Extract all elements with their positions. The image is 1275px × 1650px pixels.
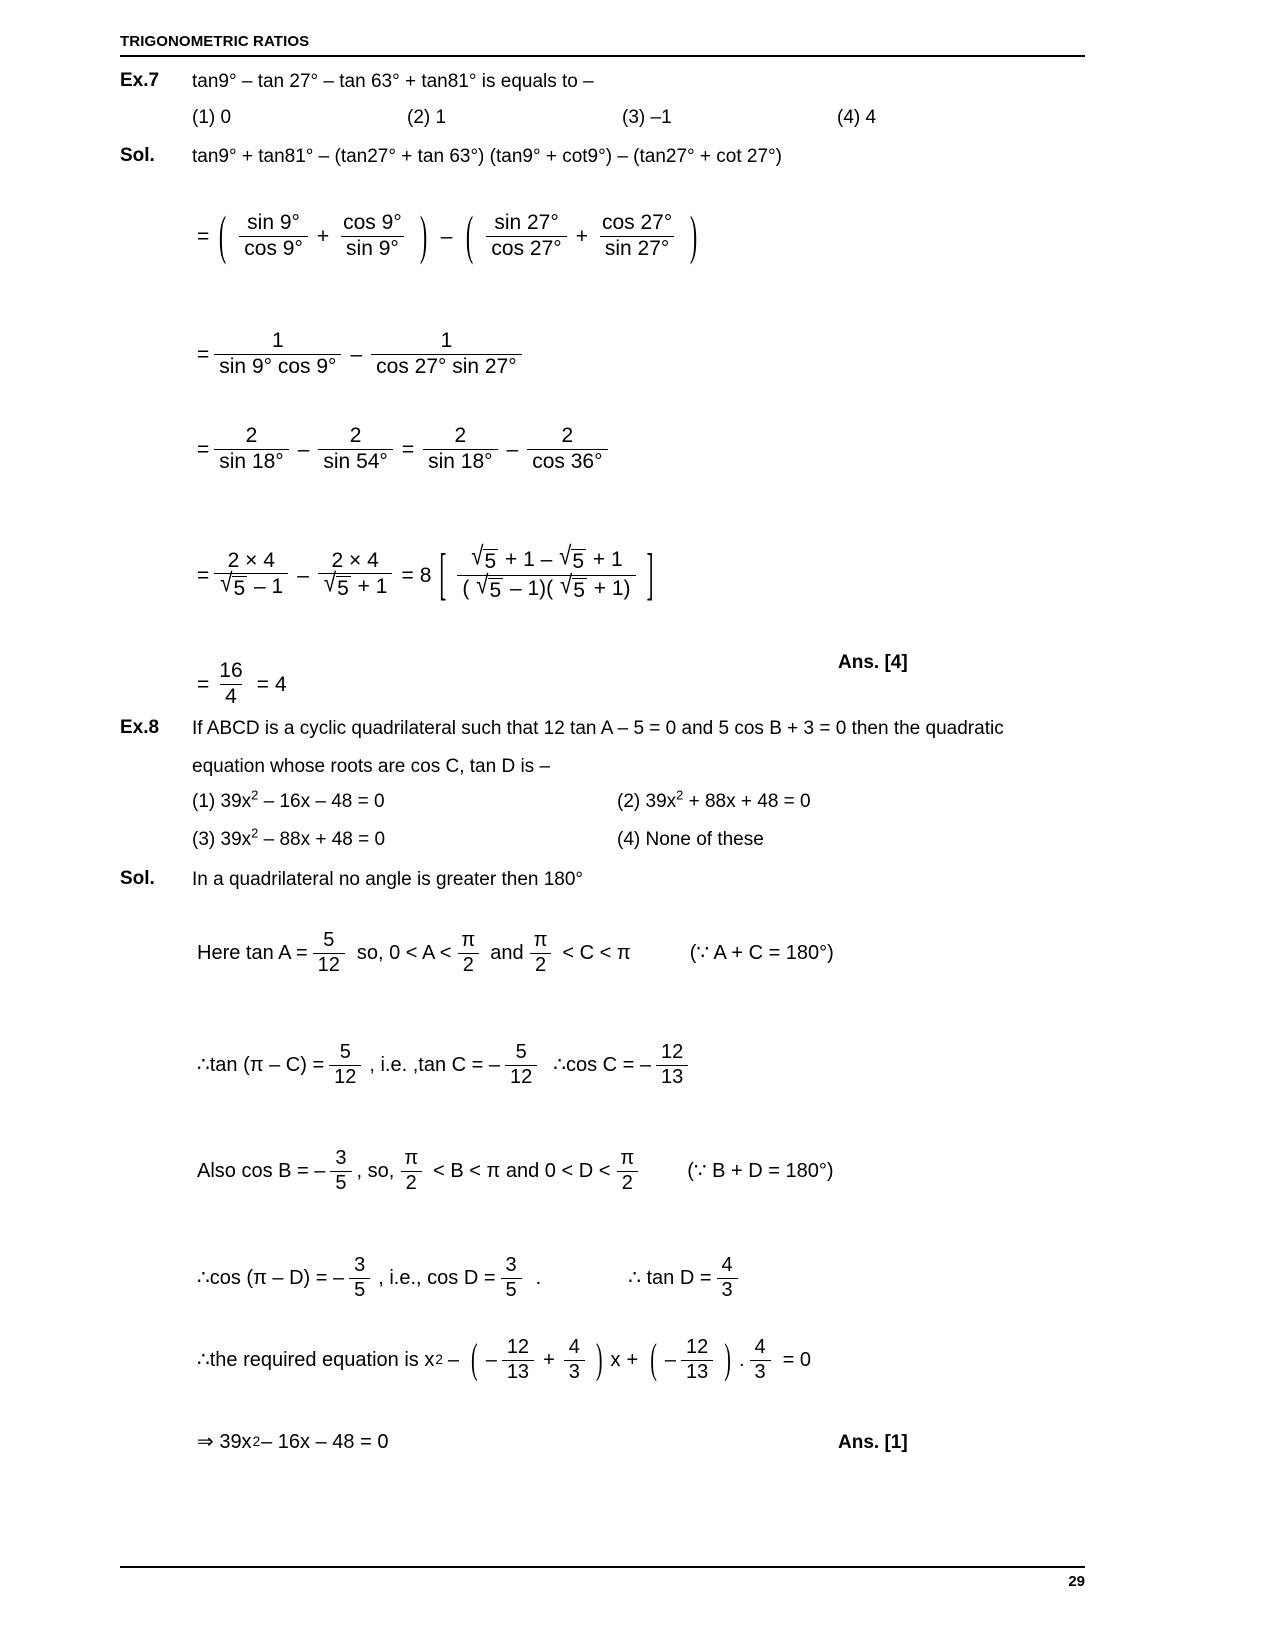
ex8-option-2[interactable] — [617, 787, 1042, 813]
sign-text: + 1 — [357, 575, 388, 599]
numerator: 2 — [245, 424, 258, 447]
paren-close-2: ) — [724, 1336, 731, 1384]
coefficient-8: 8 — [419, 563, 432, 587]
paren-close-1: ) — [595, 1336, 603, 1384]
radicand: 5 — [489, 578, 502, 602]
equals-sign-step3: = — [197, 437, 210, 461]
fraction-sin9-cos9 — [239, 212, 308, 260]
sqrt-icon — [476, 569, 503, 603]
denominator: 13 — [502, 1360, 534, 1384]
numerator: 12 — [506, 1336, 530, 1358]
ex7-question-row — [120, 68, 1080, 96]
denominator: 12 — [313, 953, 345, 977]
ex8-options-row2 — [192, 825, 1087, 851]
numerator: 2 × 4 — [227, 548, 275, 572]
denominator — [214, 568, 288, 601]
denominator: sin 27° — [600, 236, 674, 261]
ex8-question-row — [120, 715, 1100, 743]
inner-minus-1: – — [485, 1349, 497, 1372]
equals-sign-step1: = — [197, 224, 210, 248]
lead-text: ∴the required equation is x — [197, 1349, 435, 1372]
option-prefix: (4) None of these — [617, 829, 764, 850]
denominator: cos 27° sin 27° — [371, 354, 522, 379]
radical-symbol: √ — [471, 541, 484, 571]
fraction-bracket-body — [457, 541, 635, 602]
paren-open-2: ( — [650, 1336, 657, 1384]
mid-text-1: so, 0 < A < — [356, 942, 452, 965]
radical-symbol: √ — [559, 541, 572, 571]
denominator: cos 9° — [239, 236, 308, 261]
numerator: 5 — [515, 1041, 527, 1063]
fraction-2-sin18-a — [214, 425, 288, 473]
ex7-option-3[interactable]: (3) –1 — [622, 107, 672, 128]
numerator: 2 — [561, 424, 574, 447]
mid-text-3: ∴ tan D = — [628, 1267, 712, 1290]
minus-sign-1: – — [440, 224, 453, 248]
num-end-text: + 1 — [592, 548, 623, 571]
fraction-3-over-5-b — [501, 1255, 522, 1301]
ex7-step3 — [196, 425, 612, 473]
result-value: 4 — [274, 672, 287, 696]
radical-symbol: √ — [323, 568, 337, 598]
plus-sign-2: + — [575, 224, 588, 248]
denominator: 5 — [330, 1171, 351, 1195]
ex8-answer-badge: Ans. [1] — [838, 1432, 908, 1453]
ex7-question-text: tan9° – tan 27° – tan 63° + tan81° is equals to – — [192, 71, 594, 92]
ex8-final-line: ⇒ 39x 2 – 16x – 48 = 0 — [197, 1431, 389, 1453]
numerator: 1 — [272, 329, 284, 352]
numerator: 3 — [505, 1254, 517, 1276]
option-rest: + 88x + 48 = 0 — [683, 791, 811, 812]
denominator: 2 — [458, 953, 479, 977]
paren-open-2: ( — [466, 204, 474, 266]
minus-sign-step2: – — [350, 342, 363, 366]
option-exponent: 2 — [676, 787, 684, 803]
fraction-sin27-cos27 — [486, 212, 566, 260]
denominator: 2 — [401, 1171, 422, 1195]
lead-text: ∴tan (π – C) = — [197, 1054, 325, 1077]
equals-sign-step5: = — [197, 672, 210, 696]
plus-sign-outer: + — [626, 1349, 639, 1372]
lead-text: Also cos B = – — [197, 1160, 326, 1183]
sqrt-icon — [323, 568, 351, 601]
numerator: 3 — [354, 1254, 366, 1276]
numerator: 12 — [686, 1336, 709, 1358]
denominator: 3 — [564, 1360, 585, 1384]
numerator: sin 9° — [247, 211, 300, 234]
fraction-5-over-12-a — [329, 1042, 361, 1088]
ex8-line-required-equation: ∴the required equation is x 2 – ( – $\frac{12}{13}$ + $\frac{4}{3}$ ) x + ( – $\frac{12}{13}$ ) . $\frac{4}{3}$ = 0 — [197, 1336, 811, 1384]
numerator: 4 — [754, 1336, 766, 1358]
denominator: 3 — [750, 1360, 771, 1384]
denominator: 13 — [681, 1360, 713, 1384]
fraction-2x4-over-root5plus1 — [318, 550, 393, 601]
denominator: sin 18° — [214, 449, 288, 474]
radical-symbol: √ — [220, 568, 233, 598]
ex8-option-4[interactable] — [617, 829, 1042, 851]
minus-sign-step3-b: – — [506, 437, 519, 461]
option-prefix: (3) 39x — [192, 829, 252, 850]
ex8-solution-row — [120, 866, 1080, 894]
radical-symbol: √ — [560, 569, 573, 600]
denominator: 12 — [329, 1065, 361, 1089]
lead-text: ⇒ 39x — [197, 1431, 252, 1453]
numerator: 5 — [323, 929, 335, 951]
fraction-5-over-12 — [313, 930, 345, 976]
lead-text: ∴cos (π – D) = – — [197, 1267, 345, 1290]
minus-sign-step3-a: – — [297, 437, 310, 461]
numerator: 5 — [339, 1041, 351, 1063]
ex7-step4 — [196, 541, 661, 607]
equals-sign-step5-end: = — [256, 672, 269, 696]
paren-text: ( — [462, 576, 470, 600]
numerator: 16 — [219, 659, 243, 682]
denominator: 2 — [530, 953, 551, 977]
numerator: 2 — [454, 424, 467, 447]
ex7-options — [192, 107, 1087, 129]
ex8-question-line1: If ABCD is a cyclic quadrilateral such that 12 tan A – 5 = 0 and 5 cos B + 3 = 0 then the quadratic — [192, 718, 1004, 739]
option-rest: – 88x + 48 = 0 — [258, 829, 386, 850]
lead-text: Here tan A = — [197, 942, 308, 965]
ex7-option-1[interactable]: (1) 0 — [192, 107, 232, 128]
paren-open-1: ( — [471, 1336, 478, 1384]
fraction-2-cos36 — [527, 425, 607, 473]
radical-symbol: √ — [476, 569, 489, 600]
ex7-solution-text: tan9° + tan81° – (tan27° + tan 63°) (tan9° + cot9°) – (tan27° + cot 27°) — [192, 146, 782, 167]
denominator: sin 9° cos 9° — [214, 354, 341, 379]
inner-minus-2: – — [664, 1349, 677, 1372]
fraction-16-over-4 — [214, 660, 247, 708]
option-rest: – 16x – 48 = 0 — [258, 791, 385, 812]
inner-plus: + — [543, 1349, 555, 1372]
mid-text-2: . — [535, 1267, 542, 1290]
numerator: π — [620, 1147, 635, 1169]
header-divider — [120, 55, 1085, 57]
ex8-option-3[interactable] — [192, 825, 617, 851]
fraction-pi-over-2-b — [615, 1148, 639, 1194]
ex7-step2 — [196, 330, 526, 378]
equals-sign-step3-mid: = — [401, 437, 415, 461]
fraction-3-over-5 — [330, 1148, 351, 1194]
ex8-option-1[interactable] — [192, 787, 617, 813]
sqrt-icon — [220, 568, 247, 601]
den-end-text: + 1) — [593, 576, 631, 600]
fraction-pi-over-2-b — [529, 930, 553, 976]
sqrt-icon — [560, 569, 587, 603]
tail-text: = 0 — [782, 1349, 811, 1372]
minus-sign-step4: – — [297, 563, 309, 587]
ex8-line-cosB — [196, 1148, 835, 1194]
note-text-BD: (∵ B + D = 180°) — [687, 1160, 834, 1183]
ex8-label: Ex.8 — [120, 717, 160, 738]
ex7-sol-label: Sol. — [120, 145, 155, 166]
bracket-close: ] — [646, 541, 654, 607]
equals-sign-step2: = — [197, 342, 210, 366]
denominator — [318, 568, 393, 601]
fraction-4-over-3-a — [564, 1337, 585, 1383]
ex8-solution-text: In a quadrilateral no angle is greater then 180° — [192, 869, 584, 890]
option-prefix: (2) 39x — [617, 791, 677, 812]
page-number: 29 — [1068, 1573, 1085, 1590]
sign-text: – 1 — [254, 575, 284, 599]
fraction-one-over-cos27sin27 — [371, 330, 522, 378]
fraction-one-over-sin9cos9 — [214, 330, 341, 378]
denominator: 12 — [505, 1065, 537, 1089]
fraction-cos27-sin27 — [597, 212, 677, 260]
numerator — [465, 541, 627, 575]
numerator: cos 27° — [601, 211, 673, 234]
ex8-line-cosD — [196, 1255, 742, 1301]
radicand: 5 — [573, 578, 585, 602]
mid-text-2: and — [490, 942, 524, 965]
fraction-12-over-13-b — [681, 1337, 713, 1383]
denominator: sin 18° — [423, 449, 497, 474]
mid-text-1: , i.e., cos D = — [378, 1267, 496, 1290]
numerator: 4 — [568, 1336, 580, 1358]
numerator: π — [404, 1147, 419, 1169]
ex8-sol-label: Sol. — [120, 868, 155, 889]
variable-x: x — [610, 1349, 621, 1372]
paren-close-2: ) — [690, 204, 698, 266]
denominator: cos 27° — [486, 236, 566, 261]
page-header — [120, 34, 1085, 57]
fraction-12-over-13-a — [502, 1337, 534, 1383]
num-mid-text: + 1 – — [505, 548, 553, 571]
ex8-question-line2: equation whose roots are cos C, tan D is – — [192, 756, 551, 777]
numerator: π — [461, 929, 476, 951]
numerator: π — [533, 929, 548, 951]
denominator: 2 — [617, 1171, 638, 1195]
ex8-line-tanA — [196, 930, 835, 976]
ex8-line-tanC — [196, 1042, 692, 1088]
rest-text: – 16x – 48 = 0 — [261, 1431, 389, 1453]
ex7-option-2[interactable]: (2) 1 — [407, 107, 447, 128]
ex7-solution-row — [120, 143, 1080, 171]
ex7-label: Ex.7 — [120, 70, 160, 91]
header-title: TRIGONOMETRIC RATIOS — [120, 33, 310, 50]
numerator: 12 — [661, 1041, 684, 1063]
fraction-12-over-13 — [656, 1042, 688, 1088]
den-mid-text: – 1)( — [509, 576, 554, 600]
plus-sign-1: + — [316, 224, 330, 248]
equals-sign-step4-mid: = — [401, 563, 414, 587]
fraction-5-over-12-b — [505, 1042, 537, 1088]
numerator: sin 27° — [494, 211, 559, 234]
ex8-options-row1 — [192, 787, 1087, 813]
denominator: 13 — [656, 1065, 688, 1089]
denominator: sin 54° — [318, 449, 392, 474]
denominator: cos 36° — [527, 449, 607, 474]
denominator: 5 — [349, 1278, 370, 1302]
equals-sign-step4: = — [197, 563, 210, 587]
fraction-pi-over-2-a — [399, 1148, 423, 1194]
option-exponent: 2 — [251, 787, 259, 803]
fraction-4-over-3-b — [750, 1337, 771, 1383]
paren-close-1: ) — [419, 204, 427, 266]
numerator: 1 — [440, 329, 453, 352]
mid-text-2: ∴cos C = – — [553, 1054, 652, 1077]
numerator: 2 × 4 — [331, 548, 379, 572]
numerator: 2 — [349, 424, 362, 447]
ex7-answer-badge: Ans. [4] — [838, 652, 908, 673]
mid-text-1: , i.e. ,tan C = – — [369, 1054, 500, 1077]
ex7-option-4[interactable]: (4) 4 — [837, 107, 877, 128]
mid-text-2: < B < π and 0 < D < — [433, 1160, 611, 1183]
denominator: 5 — [501, 1278, 522, 1302]
denominator: 4 — [220, 684, 242, 709]
radicand: 5 — [337, 577, 349, 601]
ex7-step1 — [196, 204, 706, 266]
fraction-2-sin54 — [318, 425, 392, 473]
denominator: sin 9° — [341, 236, 404, 261]
fraction-pi-over-2-a — [456, 930, 480, 976]
denominator — [457, 569, 635, 603]
radicand: 5 — [484, 550, 497, 573]
note-text-AC: (∵ A + C = 180°) — [689, 942, 834, 965]
option-prefix: (1) 39x — [192, 791, 252, 812]
fraction-2x4-over-root5minus1 — [214, 550, 288, 601]
mid-text-1: , so, — [356, 1160, 395, 1183]
option-exponent: 2 — [251, 825, 259, 841]
numerator: 3 — [335, 1147, 347, 1169]
mid-text-3: < C < π — [562, 942, 631, 965]
numerator: cos 9° — [343, 211, 402, 234]
multiplication-dot: . — [738, 1349, 745, 1372]
page-footer — [120, 1566, 1085, 1590]
fraction-2-sin18-b — [423, 425, 497, 473]
fraction-4-over-3 — [717, 1255, 738, 1301]
numerator: 4 — [721, 1254, 733, 1276]
radicand: 5 — [233, 577, 246, 601]
denominator: 3 — [717, 1278, 738, 1302]
bracket-open: [ — [439, 541, 447, 607]
fraction-3-over-5-a — [349, 1255, 370, 1301]
fraction-cos9-sin9 — [338, 212, 407, 260]
paren-open-1: ( — [219, 204, 227, 266]
minus-sign-outer: – — [447, 1349, 460, 1372]
radicand: 5 — [572, 550, 585, 573]
ex7-step5 — [196, 660, 288, 708]
